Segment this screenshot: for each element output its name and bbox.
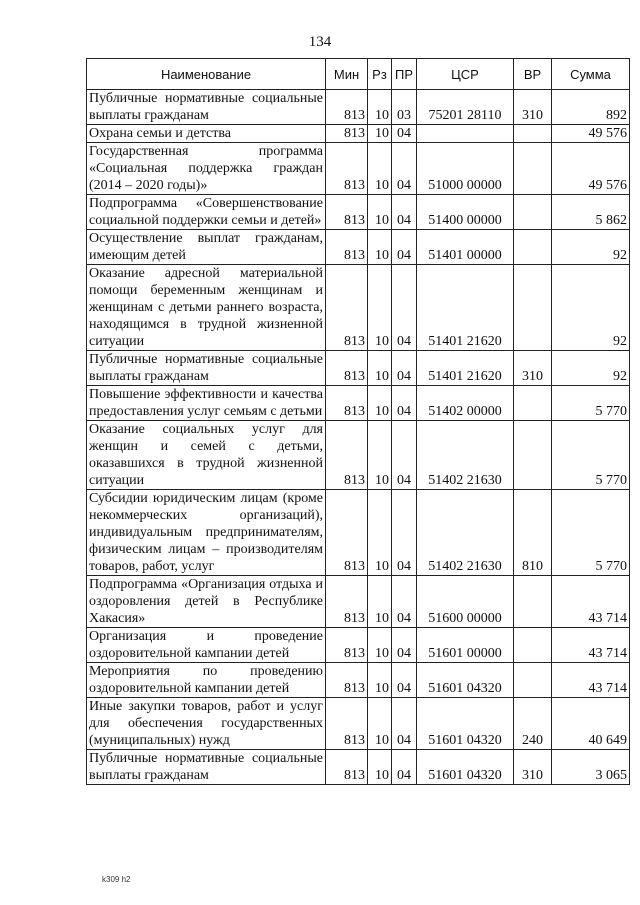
cell-name: Государственная программа «Социальная поддержка граждан (2014 – 2020 годы)»: [87, 143, 326, 195]
cell-vr: [514, 195, 552, 230]
cell-name: Публичные нормативные социальные выплаты гражданам: [87, 750, 326, 785]
table-row: [87, 663, 630, 698]
table-row: [87, 143, 630, 195]
col-header-pr: ПР: [392, 59, 417, 90]
cell-name: Подпрограмма «Организация отдыха и оздоровления детей в Республике Хакасия»: [87, 576, 326, 628]
cell-min: 813: [326, 698, 368, 750]
cell-min: 813: [326, 195, 368, 230]
footer-code: k309 h2: [102, 875, 131, 884]
cell-sum: 49 576: [552, 143, 630, 195]
cell-rz: 10: [368, 628, 392, 663]
table-body: [87, 90, 630, 785]
cell-rz: 10: [368, 490, 392, 576]
col-header-vr: ВР: [514, 59, 552, 90]
cell-pr: 04: [392, 386, 417, 421]
table-row: [87, 351, 630, 386]
cell-min: 813: [326, 663, 368, 698]
cell-min: 813: [326, 576, 368, 628]
cell-pr: 04: [392, 421, 417, 490]
cell-name: Организация и проведение оздоровительной кампании детей: [87, 628, 326, 663]
table-row: [87, 90, 630, 125]
cell-sum: 892: [552, 90, 630, 125]
cell-vr: 310: [514, 90, 552, 125]
cell-vr: [514, 663, 552, 698]
cell-vr: [514, 125, 552, 143]
cell-min: 813: [326, 386, 368, 421]
table-row: [87, 750, 630, 785]
cell-rz: 10: [368, 90, 392, 125]
cell-rz: 10: [368, 421, 392, 490]
cell-vr: [514, 576, 552, 628]
table-row: [87, 195, 630, 230]
cell-csr: 51600 00000: [417, 576, 514, 628]
table-row: [87, 125, 630, 143]
cell-rz: 10: [368, 663, 392, 698]
cell-sum: 92: [552, 230, 630, 265]
cell-min: 813: [326, 90, 368, 125]
table-row: [87, 230, 630, 265]
cell-name: Публичные нормативные социальные выплаты гражданам: [87, 351, 326, 386]
cell-vr: 310: [514, 750, 552, 785]
cell-pr: 04: [392, 576, 417, 628]
budget-table: [86, 58, 630, 785]
cell-vr: [514, 386, 552, 421]
cell-name: Повышение эффективности и качества предоставления услуг семьям с детьми: [87, 386, 326, 421]
cell-sum: 43 714: [552, 576, 630, 628]
cell-csr: 51400 00000: [417, 195, 514, 230]
cell-rz: 10: [368, 195, 392, 230]
cell-vr: [514, 143, 552, 195]
cell-sum: 92: [552, 265, 630, 351]
cell-sum: 5 770: [552, 386, 630, 421]
table-row: [87, 386, 630, 421]
cell-rz: 10: [368, 230, 392, 265]
cell-csr: 51402 00000: [417, 386, 514, 421]
cell-vr: [514, 230, 552, 265]
cell-pr: 04: [392, 125, 417, 143]
cell-pr: 04: [392, 663, 417, 698]
cell-vr: 310: [514, 351, 552, 386]
col-header-rz: Рз: [368, 59, 392, 90]
cell-csr: 51601 00000: [417, 628, 514, 663]
cell-pr: 04: [392, 351, 417, 386]
cell-rz: 10: [368, 143, 392, 195]
cell-rz: 10: [368, 265, 392, 351]
table-row: [87, 421, 630, 490]
cell-sum: 5 770: [552, 421, 630, 490]
cell-sum: 3 065: [552, 750, 630, 785]
cell-csr: 51000 00000: [417, 143, 514, 195]
cell-vr: 240: [514, 698, 552, 750]
cell-sum: 92: [552, 351, 630, 386]
cell-min: 813: [326, 265, 368, 351]
cell-vr: [514, 628, 552, 663]
cell-min: 813: [326, 230, 368, 265]
cell-name: Субсидии юридическим лицам (кроме некоммерческих организаций), индивидуальным предпринимателям, физическим лицам – производителям товаров, работ, услуг: [87, 490, 326, 576]
cell-pr: 04: [392, 628, 417, 663]
cell-vr: 810: [514, 490, 552, 576]
table-row: [87, 698, 630, 750]
cell-csr: 51401 21620: [417, 351, 514, 386]
cell-sum: 40 649: [552, 698, 630, 750]
cell-rz: 10: [368, 576, 392, 628]
cell-min: 813: [326, 750, 368, 785]
cell-vr: [514, 265, 552, 351]
cell-csr: [417, 125, 514, 143]
table-row: [87, 265, 630, 351]
cell-min: 813: [326, 125, 368, 143]
cell-rz: 10: [368, 125, 392, 143]
cell-rz: 10: [368, 698, 392, 750]
cell-pr: 04: [392, 490, 417, 576]
table-row: [87, 490, 630, 576]
cell-name: Охрана семьи и детства: [87, 125, 326, 143]
cell-pr: 04: [392, 195, 417, 230]
cell-name: Оказание адресной материальной помощи беременным женщинам и женщинам с детьми раннего возраста, находящимся в трудной жизненной ситуации: [87, 265, 326, 351]
cell-min: 813: [326, 628, 368, 663]
cell-rz: 10: [368, 351, 392, 386]
cell-sum: 43 714: [552, 628, 630, 663]
cell-csr: 51401 00000: [417, 230, 514, 265]
table-row: [87, 628, 630, 663]
cell-name: Осуществление выплат гражданам, имеющим детей: [87, 230, 326, 265]
cell-pr: 04: [392, 750, 417, 785]
cell-min: 813: [326, 143, 368, 195]
cell-name: Мероприятия по проведению оздоровительной кампании детей: [87, 663, 326, 698]
cell-name: Оказание социальных услуг для женщин и семей с детьми, оказавшихся в трудной жизненной ситуации: [87, 421, 326, 490]
col-header-sum: Сумма: [552, 59, 630, 90]
cell-pr: 04: [392, 265, 417, 351]
cell-name: Подпрограмма «Совершенствование социальной поддержки семьи и детей»: [87, 195, 326, 230]
cell-pr: 04: [392, 143, 417, 195]
cell-csr: 51601 04320: [417, 750, 514, 785]
cell-csr: 51601 04320: [417, 663, 514, 698]
cell-sum: 49 576: [552, 125, 630, 143]
cell-csr: 51401 21620: [417, 265, 514, 351]
cell-sum: 5 862: [552, 195, 630, 230]
col-header-min: Мин: [326, 59, 368, 90]
cell-pr: 04: [392, 698, 417, 750]
cell-sum: 43 714: [552, 663, 630, 698]
page-number: 134: [308, 34, 332, 50]
cell-name: Публичные нормативные социальные выплаты гражданам: [87, 90, 326, 125]
cell-min: 813: [326, 421, 368, 490]
cell-csr: 75201 28110: [417, 90, 514, 125]
table-header-row: [87, 59, 630, 90]
col-header-csr: ЦСР: [417, 59, 514, 90]
cell-rz: 10: [368, 386, 392, 421]
cell-csr: 51601 04320: [417, 698, 514, 750]
cell-vr: [514, 421, 552, 490]
cell-sum: 5 770: [552, 490, 630, 576]
cell-csr: 51402 21630: [417, 421, 514, 490]
col-header-name: Наименование: [87, 59, 326, 90]
cell-name: Иные закупки товаров, работ и услуг для обеспечения государственных (муниципальных) нужд: [87, 698, 326, 750]
table-row: [87, 576, 630, 628]
cell-min: 813: [326, 490, 368, 576]
cell-min: 813: [326, 351, 368, 386]
cell-pr: 04: [392, 230, 417, 265]
cell-rz: 10: [368, 750, 392, 785]
cell-csr: 51402 21630: [417, 490, 514, 576]
cell-pr: 03: [392, 90, 417, 125]
